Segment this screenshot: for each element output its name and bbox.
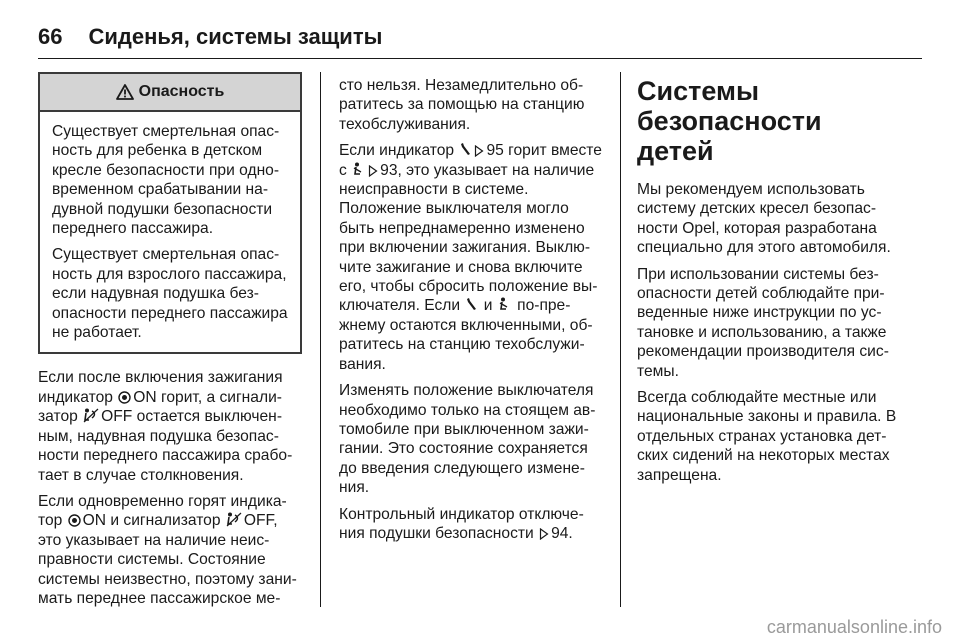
paragraph: Контрольный индикатор отключения подушки безопасности 94.	[339, 505, 584, 542]
danger-box-title: Опасность	[138, 83, 225, 100]
warning-triangle-icon	[116, 84, 134, 100]
watermark: carmanualsonline.info	[766, 617, 942, 637]
danger-box-header	[40, 74, 300, 112]
danger-paragraph: Существует смертельная опасность для взрослого пассажира, если надувная подушка безопасности переднего пассажира не работает.	[52, 246, 288, 342]
danger-box	[38, 72, 302, 354]
airbag-off-indicator-icon	[83, 408, 99, 423]
page-reference-arrow-icon	[474, 145, 484, 157]
wrench-indicator-icon	[465, 298, 477, 312]
paragraph: Если одновременно горят индикатор ON и сигнализатор OFF, это указывает на наличие неисправности системы. Состояние системы неизвестно, поэтому занимать переднее пассажирское ме-	[38, 492, 297, 607]
paragraph: Изменять положение выключателя необходимо только на стоящем автомобиле при выключенном зажигании. Это состояние сохраняется до введения следующего изменения.	[339, 382, 596, 497]
section-title: Системы безопасности детей	[637, 76, 822, 166]
column-3	[637, 76, 905, 492]
header-rule	[38, 58, 922, 59]
danger-box-body	[40, 112, 300, 352]
danger-paragraph: Существует смертельная опасность для ребенка в детском кресле безопасности при одновременном срабатывании надувной подушки безопасности переднего пассажира.	[52, 123, 280, 238]
paragraph: Если индикатор 95 горит вместе с 93, это указывает на наличие неисправности в системе. Положение выключателя могло быть непреднамеренно изменено при включении зажигания. Выключите зажигание и снова включите его, чтобы сбросить положение выключателя. Если и по-прежнему остаются включенными, обратитесь на станцию техобслуживания.	[339, 142, 602, 373]
column-divider	[620, 72, 621, 607]
column-1	[38, 72, 302, 615]
column-2	[339, 76, 603, 550]
paragraph: Мы рекомендуем использовать систему детских кресел безопасности Opel, которая разработана специально для этого автомобиля.	[637, 181, 891, 257]
paragraph: При использовании системы безопасности детей соблюдайте приведенные ниже инструкции по установке и использованию, а также рекомендации производителя системы.	[637, 265, 889, 380]
paragraph: Если после включения зажигания индикатор ON горит, а сигнализатор OFF остается выключенным, надувная подушка безопасности переднего пассажира сработает в случае столкновения.	[38, 369, 293, 484]
page-reference-arrow-icon	[368, 165, 378, 177]
airbag-on-indicator-icon	[118, 391, 131, 404]
page-reference-arrow-icon	[539, 528, 549, 540]
column-divider	[320, 72, 321, 607]
wrench-indicator-icon	[459, 143, 471, 157]
page-number: 66	[38, 24, 63, 49]
paragraph: сто нельзя. Незамедлительно обратитесь за помощью на станцию техобслуживания.	[339, 77, 585, 133]
paragraph: Всегда соблюдайте местные или национальные законы и правила. В отдельных странах установка детских сидений на некоторых местах запрещена.	[637, 389, 897, 484]
seat-belt-reminder-icon	[498, 297, 511, 312]
page-header	[38, 14, 922, 60]
seat-belt-reminder-icon	[352, 162, 365, 177]
chapter-title: Сиденья, системы защиты	[88, 24, 383, 49]
airbag-on-indicator-icon	[68, 514, 81, 527]
airbag-off-indicator-icon	[226, 512, 242, 527]
